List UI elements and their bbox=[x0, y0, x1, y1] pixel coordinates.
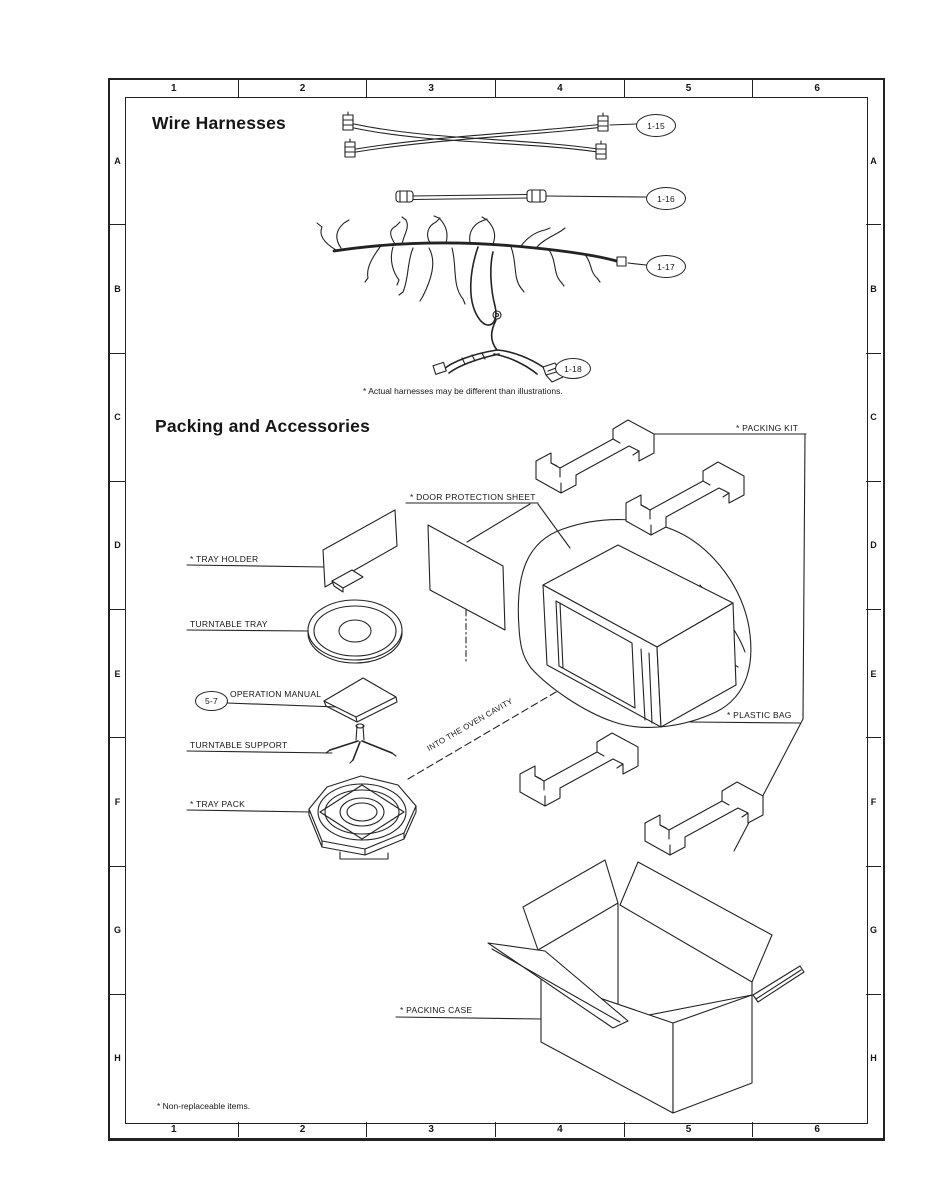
section-title-packing-accessories: Packing and Accessories bbox=[155, 416, 371, 436]
non-replaceable-note: * Non-replaceable items. bbox=[157, 1101, 251, 1111]
grid-col-label: 5 bbox=[625, 1122, 754, 1137]
grid-row-label: G bbox=[110, 867, 125, 995]
grid-ruler-left bbox=[110, 97, 125, 1122]
label-packing-kit: * PACKING KIT bbox=[736, 423, 799, 433]
section-title-wire-harnesses: Wire Harnesses bbox=[152, 113, 286, 133]
grid-row-label: A bbox=[110, 97, 125, 225]
grid-row-label: E bbox=[110, 610, 125, 738]
grid-col-label: 4 bbox=[496, 80, 625, 97]
grid-row-label: G bbox=[866, 867, 881, 995]
grid-row-label: C bbox=[110, 354, 125, 482]
grid-col-label: 2 bbox=[239, 1122, 368, 1137]
grid-row-label: D bbox=[866, 482, 881, 610]
label-plastic-bag: * PLASTIC BAG bbox=[727, 710, 792, 720]
grid-row-label: C bbox=[866, 354, 881, 482]
grid-col-label: 4 bbox=[496, 1122, 625, 1137]
grid-ruler-top bbox=[110, 80, 881, 97]
grid-col-label: 5 bbox=[625, 80, 754, 97]
callout-1-15: 1-15 bbox=[636, 114, 676, 137]
callout-1-16: 1-16 bbox=[646, 187, 686, 210]
grid-row-label: D bbox=[110, 482, 125, 610]
grid-row-label: B bbox=[866, 225, 881, 353]
harness-disclaimer-note: * Actual harnesses may be different than illustrations. bbox=[363, 386, 563, 396]
label-turntable-tray: TURNTABLE TRAY bbox=[190, 619, 268, 629]
grid-row-label: A bbox=[866, 97, 881, 225]
drawing-border-inner bbox=[125, 97, 868, 1124]
label-tray-pack: * TRAY PACK bbox=[190, 799, 246, 809]
grid-col-label: 1 bbox=[110, 80, 239, 97]
grid-ruler-bottom bbox=[110, 1122, 881, 1137]
grid-col-label: 1 bbox=[110, 1122, 239, 1137]
label-packing-case: * PACKING CASE bbox=[400, 1005, 473, 1015]
grid-row-label: E bbox=[866, 610, 881, 738]
grid-col-label: 3 bbox=[367, 80, 496, 97]
label-operation-manual: OPERATION MANUAL bbox=[230, 689, 322, 699]
callout-1-17: 1-17 bbox=[646, 255, 686, 278]
grid-row-label: H bbox=[114, 1053, 121, 1064]
label-into-oven-cavity: INTO THE OVEN CAVITY bbox=[425, 696, 515, 753]
callout-5-7: 5-7 bbox=[195, 691, 228, 711]
grid-col-label: 3 bbox=[367, 1122, 496, 1137]
label-turntable-support: TURNTABLE SUPPORT bbox=[190, 740, 288, 750]
grid-col-label: 6 bbox=[814, 83, 820, 94]
grid-row-label: B bbox=[110, 225, 125, 353]
label-door-protection-sheet: * DOOR PROTECTION SHEET bbox=[410, 492, 536, 502]
label-tray-holder: * TRAY HOLDER bbox=[190, 554, 259, 564]
grid-ruler-right bbox=[866, 97, 881, 1122]
grid-col-label: 2 bbox=[239, 80, 368, 97]
callout-1-18: 1-18 bbox=[555, 358, 591, 379]
grid-row-label: F bbox=[110, 738, 125, 866]
grid-row-label: F bbox=[866, 738, 881, 866]
grid-col-label: 6 bbox=[814, 1124, 820, 1135]
grid-row-label: H bbox=[870, 1053, 877, 1064]
